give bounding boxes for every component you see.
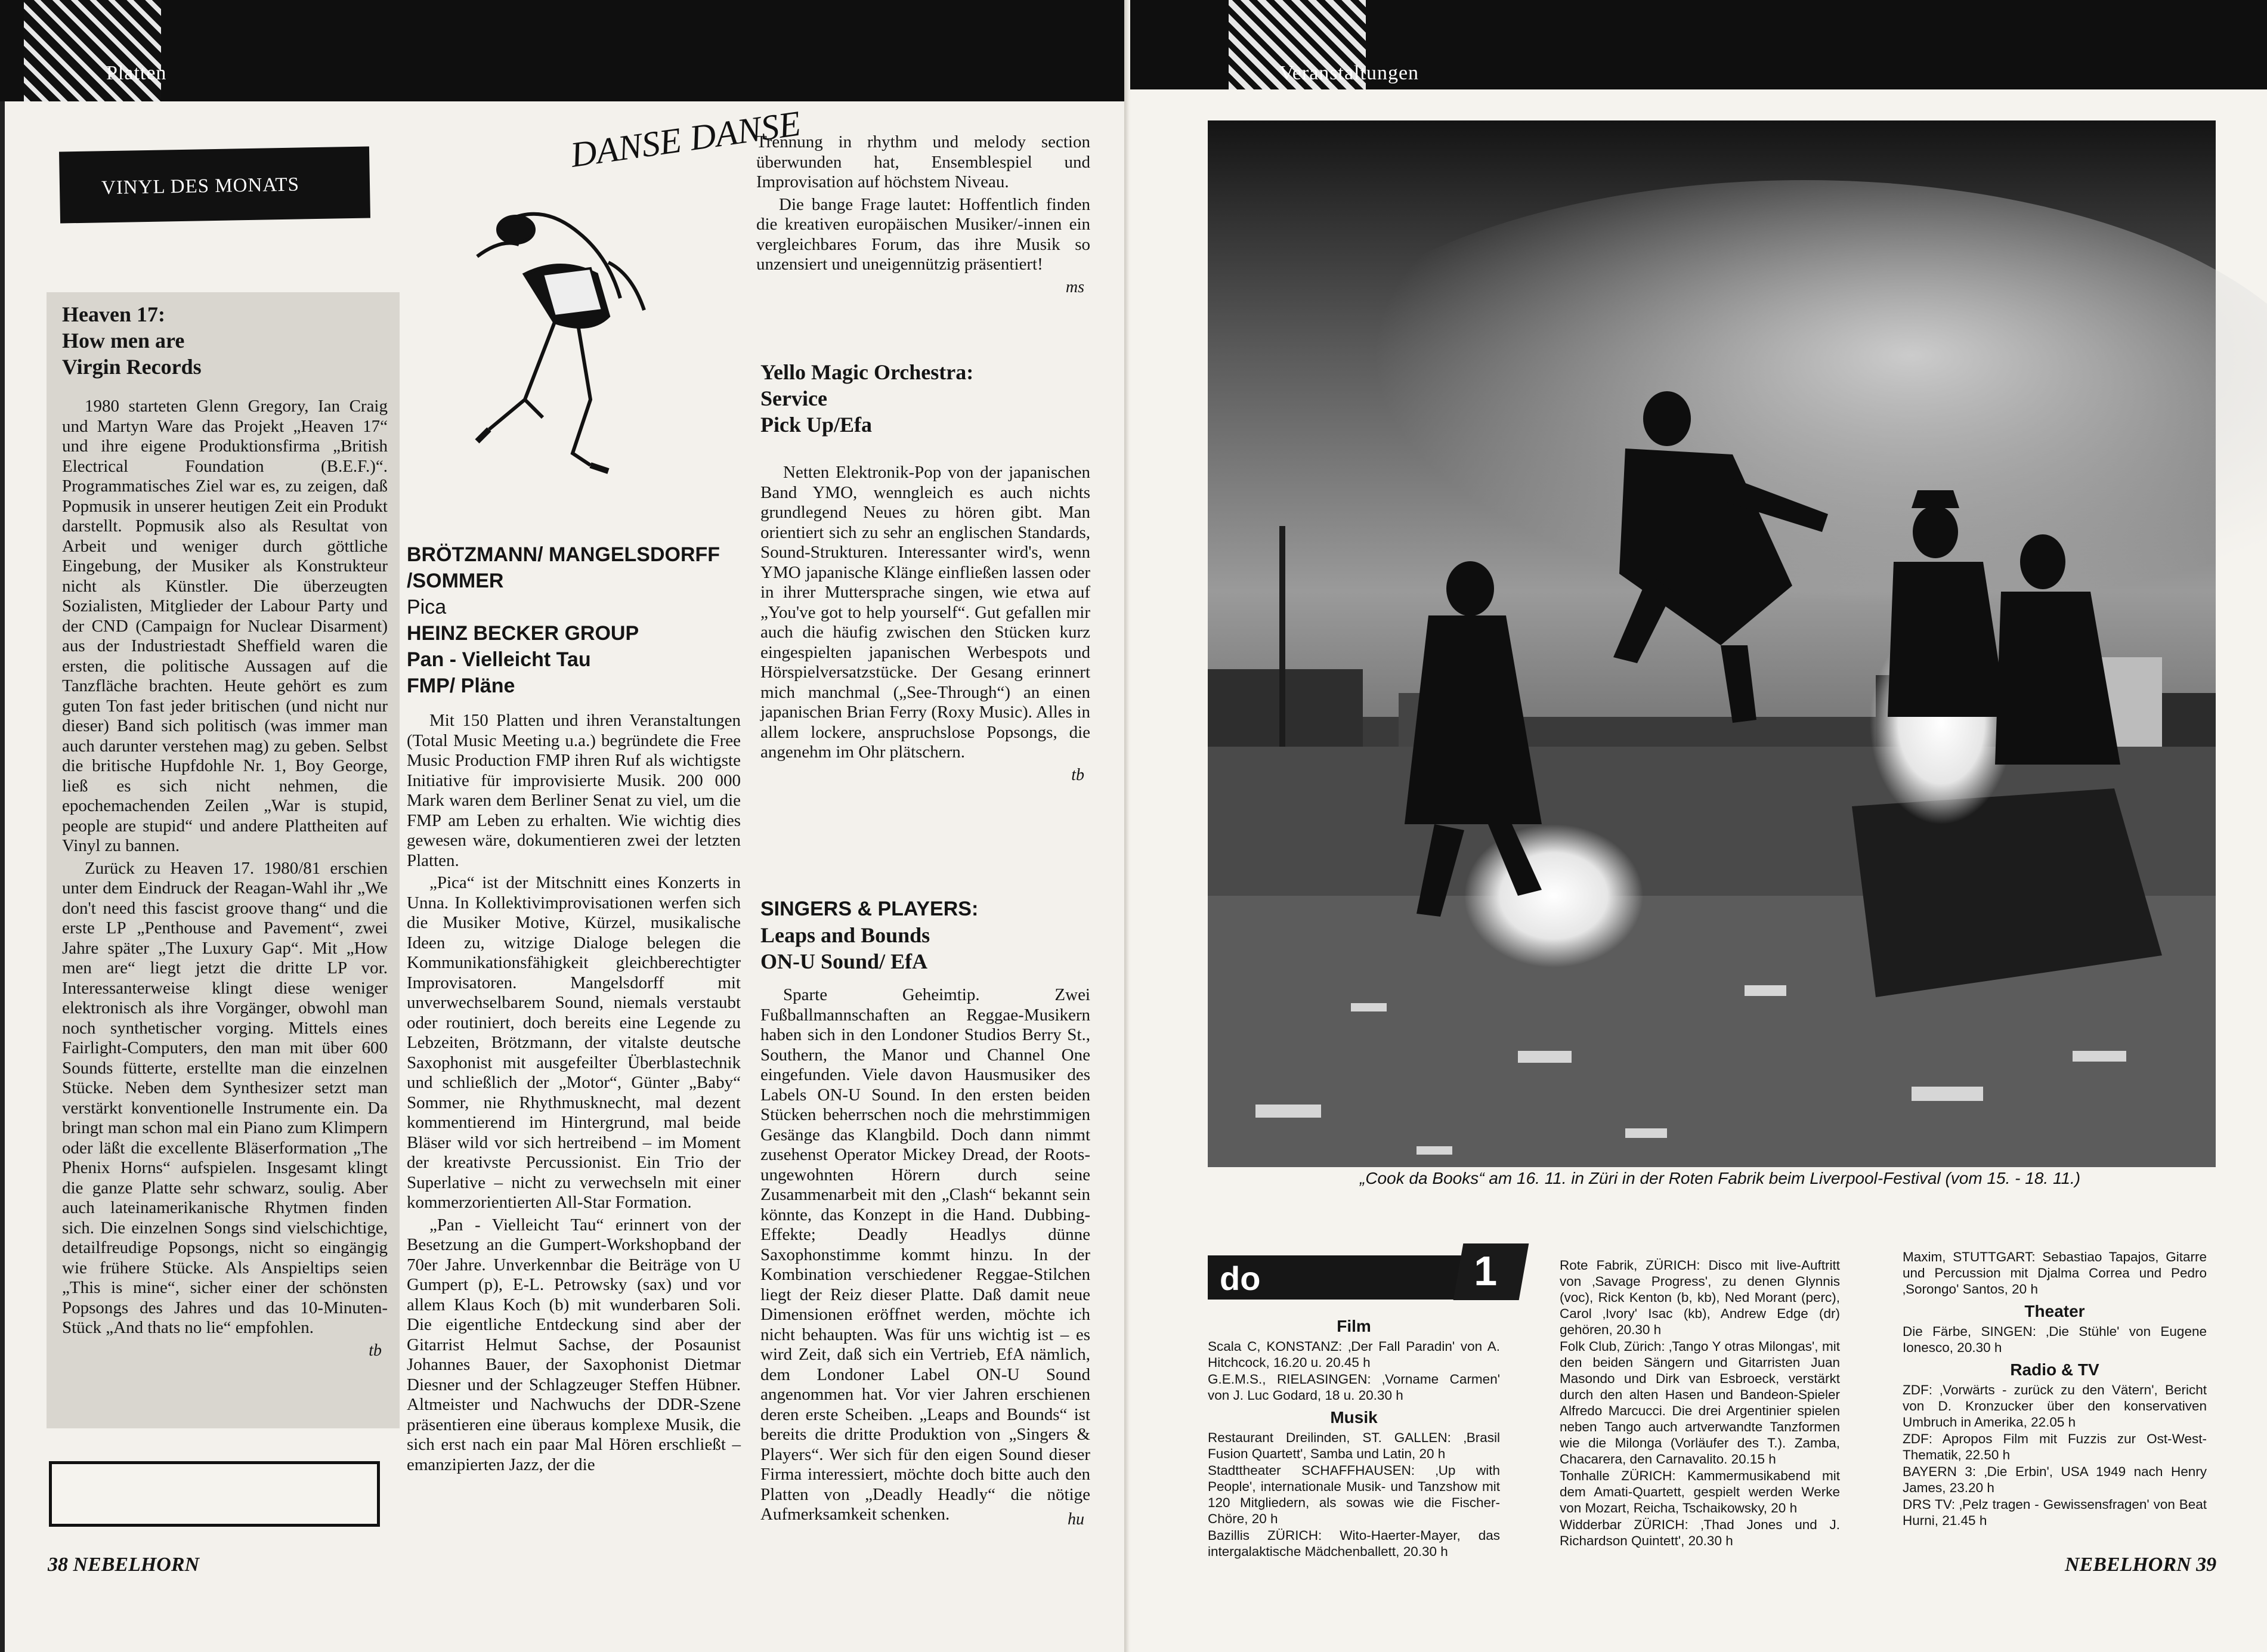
agenda-entry: Restaurant Dreilinden, ST. GALLEN: ‚Brasil Fusion Quartett', Samba und Latin, 20 h <box>1208 1430 1500 1461</box>
agenda-entry: Rote Fabrik, ZÜRICH: Disco mit live-Auftritt von ‚Savage Progress', zu denen Glynnis (voc), Rick Kenton (b, kb), Ned Morant (perc), Carol ‚Ivory' Isac (kb), Andrew Edge (dr) gehören, 20.30 h <box>1560 1258 1840 1337</box>
review-title-line: Leaps and Bounds <box>760 923 930 947</box>
left-page-footer: 38 NEBELHORN <box>48 1554 200 1576</box>
category-heading: Musik <box>1330 1408 1378 1427</box>
right-header-band <box>1130 0 2267 89</box>
review-paragraph: Zurück zu Heaven 17. 1980/81 erschien unter dem Eindruck der Reagan-Wahl ihr „We don't need this fascist groove thang“ und die erste LP „Penthouse and Pavement“, zwei Jahre später „The Luxury Gap“. Mit „How men are“ liegt jetzt die dritte LP vor. Interessanterweise klingt diese weniger elektronisch als ihre Vorgänger, obwohl man noch synthetischer vorging. Mittels eines Fairlight-Computers, den man mit über 600 Sounds fütterte, erstellte man die einzelnen Stücke. Neben dem Synthesizer setzt man verstärkt konventionelle Instrumente ein. Da bringt man schon mal ein Piano zum Klimpern oder läßt die excellente Bläserformation „The Phenix Horns“ aufspielen. Insgesamt klingt die ganze Platte sehr schwarz, soulig. Aber auch lateinamerikanische Rhytmen finden sich. Die einzelnen Songs sind vielschichtige, detailfreudige Popsongs, nicht so eingängig wie frühere Stücke. Als Anspieltips seien „This is mine“, sicher einer der schönsten Popsongs des Jahres und das 10-Minuten-Stück „And thats no lie“ empfohlen. <box>62 858 388 1337</box>
review-title-line: FMP/ Pläne <box>407 675 515 697</box>
agenda-entry: Die Färbe, SINGEN: ‚Die Stühle' von Eugene Ionesco, 20.30 h <box>1903 1324 2207 1355</box>
singers-players-review <box>760 896 1090 1529</box>
left-section-label: Platten <box>106 62 167 84</box>
vinyl-des-monats-badge <box>59 146 370 223</box>
agenda-entry: G.E.M.S., RIELASINGEN: ‚Vorname Carmen' von J. Luc Godard, 18 u. 20.30 h <box>1208 1372 1500 1403</box>
left-header-band <box>0 0 1130 101</box>
review-paragraph: Sparte Geheimtip. Zwei Fußballmannschaften an Reggae-Musikern haben sich in den Londoner Studios Berry St., Southern, the Manor und Channel One eingefunden. Viele davon Hausmusiker des Labels ON-U Sound. In den ersten beiden Stücken beherrschen noch die mehrstimmigen Gesänge das Klangbild. Doch dann nimmt zusehenst Operator Mickey Dread, der Roots-ungewohnten Hörern durch seine Zusammenarbeit mit den „Clash“ bekannt sein könnte, das Konzept in die Hand. Dubbing-Effekte; Deadly Headlys dünne Saxophonstimme kommt hinzu. In der Kombination verschiedener Reggae-Stilchen liegt der Reiz dieser Platte. Daß damit neue Dimensionen eröffnet werden, möchte ich nicht behaupten. Was für uns wichtig ist – es wird Zeit, daß sich ein Vertrieb, EfA nämlich, dem Londoner Label ON-U Sound angenommen hat. Vor vier Jahren erschienen deren erste Scheiben. „Leaps and Bounds“ ist bereits die dritte Produktion von „Singers & Players“. Wer sich für den eigen Sound dieser Firma interessiert, möchte doch bitte auch den Platten von „Deadly Headly“ die nötige Aufmerksamkeit schenken. <box>760 985 1090 1524</box>
review-paragraph: Mit 150 Platten und ihren Veranstaltungen (Total Music Meeting u.a.) begründete die Free Music Production FMP ihren Ruf als wichtigste Initiative für improvisierte Musik. 200 000 Mark waren dem Berliner Senat zu viel, um die FMP am Leben zu erhalten. Wie wichtig dies gewesen wäre, dokumentieren zwei der letzten Platten. <box>407 711 741 870</box>
review-title-line: Service <box>760 386 827 410</box>
agenda-entry: BAYERN 3: ‚Die Erbin', USA 1949 nach Henry James, 23.20 h <box>1903 1464 2207 1495</box>
review-paragraph: Trennung in rhythm und melody section überwunden hat, Ensemblespiel und Improvisation auf höchstem Niveau. <box>756 132 1090 191</box>
badge-label: VINYL DES MONATS <box>101 174 300 199</box>
agenda-entry: Widderbar ZÜRICH: ‚Thad Jones und J. Richardson Quintett', 20.30 h <box>1560 1517 1840 1548</box>
col3-continuation <box>756 132 1090 297</box>
review-title-line: /SOMMER <box>407 570 504 592</box>
empty-box <box>49 1461 380 1527</box>
heaven17-review <box>62 301 388 1360</box>
review-title-line: ON-U Sound/ EfA <box>760 949 928 973</box>
review-paragraph: 1980 starteten Glenn Gregory, Ian Craig und Martyn Ware das Projekt „Heaven 17“ und ihre eigene Produktionsfirma „British Electrical Foundation (B.E.F.)“. Programmatisches Ziel war es, zu zeigen, daß Popmusik in unserer heutigen Zeit ein Produkt darstellt. Popmusik also als Resultat von Arbeit und weniger durch göttliche Eingebung, der Musiker als Konstrukteur nicht als Künstler. Die überzeugten Sozialisten, Mitglieder der Labour Party und der CND (Campaign for Nuclear Disarment) aus der Industriestadt Sheffield waren die ersten, die politische Aussagen auf die Tanzfläche brachten. Heute gehört es zum guten Ton fast jeder britischen (und nicht nur dieser) Band sich politisch (was immer man auch darunter verstehen mag) zu geben. Selbst die britische Hupfdohle Nr. 1, Boy George, ließ es sich nicht nehmen, die epochemachenden Zeilen „War is stupid, people are stupid“ und andere Plattheiten auf Vinyl zu bannen. <box>62 397 388 855</box>
agenda-entry: Scala C, KONSTANZ: ‚Der Fall Paradin' von A. Hitchcock, 16.20 u. 20.45 h <box>1208 1339 1500 1370</box>
category-heading: Radio & TV <box>2010 1360 2099 1379</box>
review-title-line: BRÖTZMANN/ MANGELSDORFF <box>407 543 720 566</box>
logo-text: DANSE DANSE <box>568 103 803 175</box>
review-signature: tb <box>1071 765 1084 784</box>
right-page-footer: NEBELHORN 39 <box>2065 1554 2217 1576</box>
review-title-line: HEINZ BECKER GROUP <box>407 622 639 645</box>
agenda-entry: ZDF: ‚Vorwärts - zurück zu den Vätern', Bericht von D. Kronzucker über den konservativen Umbruch in Amerika, 22.05 h <box>1903 1382 2207 1430</box>
photo-caption: „Cook da Books“ am 16. 11. in Züri in der Roten Fabrik beim Liverpool-Festival (vom 15. - 18. 11.) <box>1360 1169 2081 1187</box>
day-number-box <box>1453 1243 1529 1300</box>
day-label: do <box>1220 1260 1261 1297</box>
category-heading: Film <box>1337 1317 1371 1335</box>
right-section-label: Veranstaltungen <box>1279 62 1419 84</box>
review-title-line: Virgin Records <box>62 355 202 379</box>
review-signature: hu <box>1068 1509 1084 1529</box>
review-paragraph: „Pan - Vielleicht Tau“ erinnert von der Besetzung an die Gumpert-Workshopband der 70er Jahre. Unverkennbar die Beiträge von U Gumpert (p), E-L. Petrowsky (sax) und vor allem Klaus Koch (b) mit wunderbaren Soli. Die eigentliche Entdeckung sind aber der Gitarrist Helmut Sachse, der Posaunist Johannes Bauer, der Saxophonist Dietmar Diesner und der Schlagzeuger Steffen Hübner. Altmeister und Nachwuchs der DDR-Szene präsentieren eine überaus komplexe Musik, die sich erst nach ein paar Mal Hören erschließt – emanzipierten Jazz, der die <box>407 1215 741 1474</box>
agenda-entry: Bazillis ZÜRICH: Wito-Haerter-Mayer, das intergalaktische Mädchenballett, 20.30 h <box>1208 1528 1500 1559</box>
review-title-line: Pan - Vielleicht Tau <box>407 648 591 671</box>
agenda-column-1 <box>1208 1312 1500 1560</box>
agenda-entry: Folk Club, Zürich: ‚Tango Y otras Milongas', mit den beiden Sängern und Gitarristen Juan Masondo und Dirk van Esbroeck, verstärkt durch den alten Hasen und Bandeon-Spieler Alfredo Marcucci. Die drei Argentinier spielen neben Tango auch artverwandte Tanzformen wie die Milonga (Vorläufer des T.). Zamba, Chacarera, den Carnavalito. 20.15 h <box>1560 1339 1840 1467</box>
agenda-entry: Stadttheater SCHAFFHAUSEN: ‚Up with People', internationale Musik- und Tanzshow mit 120 Mitgliedern, als sowas wie die Fischer-Chöre, 20 h <box>1208 1463 1500 1526</box>
agenda-entry: DRS TV: ‚Pelz tragen - Gewissensfragen' von Beat Hurni, 21.45 h <box>1903 1497 2207 1528</box>
agenda-entry: Maxim, STUTTGART: Sebastiao Tapajos, Gitarre und Percussion mit Djalma Correa und Pedro ‚Sorongo' Santos, 20 h <box>1903 1249 2207 1297</box>
ymo-review <box>760 359 1090 785</box>
broetzmann-review <box>407 542 741 1477</box>
band-photo <box>1208 120 2216 1167</box>
left-page <box>0 0 1130 1652</box>
agenda-column-2 <box>1560 1257 1840 1549</box>
review-title-line: Pick Up/Efa <box>760 413 873 437</box>
review-title-line: Heaven 17: <box>62 302 165 326</box>
header-gap <box>1130 89 2267 120</box>
day-header <box>1208 1243 1524 1306</box>
review-signature: tb <box>369 1341 382 1360</box>
review-paragraph: „Pica“ ist der Mitschnitt eines Konzerts in Unna. In Kollektivimprovisationen werfen sich die Musiker Motive, Kürzel, musikalische Ideen zu, witzige Dialoge belegen die Kommunikationsfähigkeit gleichberechtigter Improvisatoren. Mangelsdorff mit unverwechselbarem Sound, niemals verstaubt oder routiniert, doch bereits eine Legende zu Lebzeiten, Brötzmann, der vitalste deutsche Saxophonist mit ausgefeilter Überblastechnik und schließlich der „Motor“, Günter „Baby“ Sommer, nie Rhythmusknecht, mal dezent kommentierend im Hintergrund, mal beide Bläser wild vor sich hertreibend – im Moment der kreativste Percussionist. Ein Trio der Superlative – nicht zu verwechseln mit einer kommerzorientierten All-Star Formation. <box>407 873 741 1212</box>
day-number: 1 <box>1474 1248 1498 1294</box>
review-paragraph: Netten Elektronik-Pop von der japanischen Band YMO, wenngleich es auch nichts grundlegend Neues zu hören gibt. Man orientiert sich zu sehr an englischen Standards, Sound-Strukturen. Interessanter wird's, wenn YMO japanische Klänge einfließen lassen oder in ihrer Muttersprache singen, wie etwa auf „You've got to help yourself“. Gut gefallen mir auch die häufig zwischen den Stücken kurz eingespielten japanischen Werbespots und Hörspielversatzstücke. Der Gesang erinnert mich manchmal („See-Through“) an einen japanischen Brian Ferry (Roxy Music). Alles in allem lockere, anspruchslose Popsongs, die angenehm im Ohr plätschern. <box>760 463 1090 762</box>
review-title-line: Pica <box>407 596 447 618</box>
agenda-entry: Tonhalle ZÜRICH: Kammermusikabend mit dem Amati-Quartett, gespielt werden Werke von Mozart, Reicha, Tschaikowsky, 20 h <box>1560 1468 1840 1515</box>
review-title-line: Yello Magic Orchestra: <box>760 360 974 384</box>
review-title-line: SINGERS & PLAYERS: <box>760 898 979 920</box>
review-paragraph: Die bange Frage lautet: Hoffentlich finden die kreativen europäischen Musiker/-innen ein vergleichbares Forum, das ihre Musik so unzensiert und uneigennützig präsentiert! <box>756 194 1090 274</box>
review-signature: ms <box>1065 277 1084 296</box>
agenda-column-3 <box>1903 1249 2207 1529</box>
agenda-entry: ZDF: Apropos Film mit Fuzzis zur Ost-West-Thematik, 22.50 h <box>1903 1431 2207 1462</box>
day-label-box <box>1208 1255 1476 1300</box>
category-heading: Theater <box>2024 1302 2085 1320</box>
header-pattern <box>24 0 161 101</box>
page-edge <box>0 101 5 1652</box>
review-title-line: How men are <box>62 329 185 352</box>
